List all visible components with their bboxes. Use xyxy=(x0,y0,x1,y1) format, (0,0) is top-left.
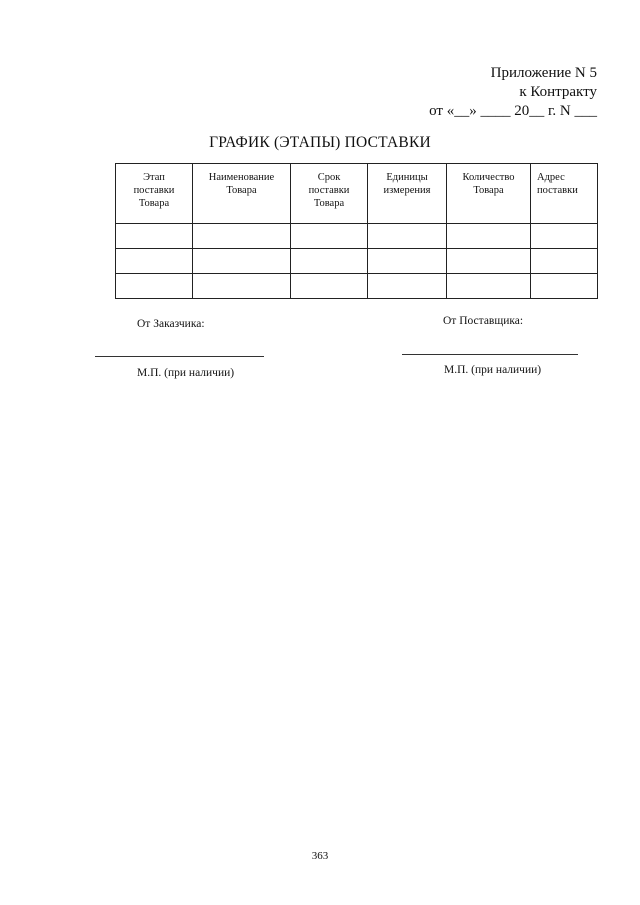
customer-signature-line xyxy=(95,356,264,357)
customer-label: От Заказчика: xyxy=(137,318,205,330)
header-units: Единицы измерения xyxy=(368,164,447,224)
table-cell xyxy=(368,249,447,274)
header-product-name: Наименование Товара xyxy=(193,164,291,224)
table-cell xyxy=(116,274,193,299)
supplier-signature-line xyxy=(402,354,578,355)
table-cell xyxy=(368,224,447,249)
table-cell xyxy=(447,249,531,274)
delivery-schedule-table xyxy=(115,163,598,299)
appendix-header xyxy=(429,64,597,121)
supplier-stamp-note: М.П. (при наличии) xyxy=(444,364,542,376)
table-cell xyxy=(368,274,447,299)
table-row xyxy=(116,274,598,299)
table-cell xyxy=(291,224,368,249)
header-delivery-term: Срок поставки Товара xyxy=(291,164,368,224)
document-title: ГРАФИК (ЭТАПЫ) ПОСТАВКИ xyxy=(209,134,431,151)
header-quantity: Количество Товара xyxy=(447,164,531,224)
appendix-number: Приложение N 5 xyxy=(490,65,597,81)
page-number: 363 xyxy=(311,850,329,862)
header-stage: Этап поставки Товара xyxy=(116,164,193,224)
table-cell xyxy=(291,274,368,299)
contract-reference: к Контракту xyxy=(519,84,597,100)
table-cell xyxy=(116,224,193,249)
table-cell xyxy=(193,274,291,299)
table-cell xyxy=(447,274,531,299)
table-cell xyxy=(193,249,291,274)
table-cell xyxy=(531,274,598,299)
table-cell xyxy=(291,249,368,274)
table-cell xyxy=(447,224,531,249)
customer-stamp-note: М.П. (при наличии) xyxy=(137,367,235,379)
table-header-row xyxy=(116,164,598,224)
supplier-label: От Поставщика: xyxy=(443,315,524,327)
table-cell xyxy=(193,224,291,249)
table-row xyxy=(116,249,598,274)
table-cell xyxy=(531,249,598,274)
table-cell xyxy=(116,249,193,274)
header-delivery-address: Адрес поставки xyxy=(531,164,598,224)
table-row xyxy=(116,224,598,249)
table-cell xyxy=(531,224,598,249)
contract-date-number: от «__» ____ 20__ г. N ___ xyxy=(429,103,597,119)
